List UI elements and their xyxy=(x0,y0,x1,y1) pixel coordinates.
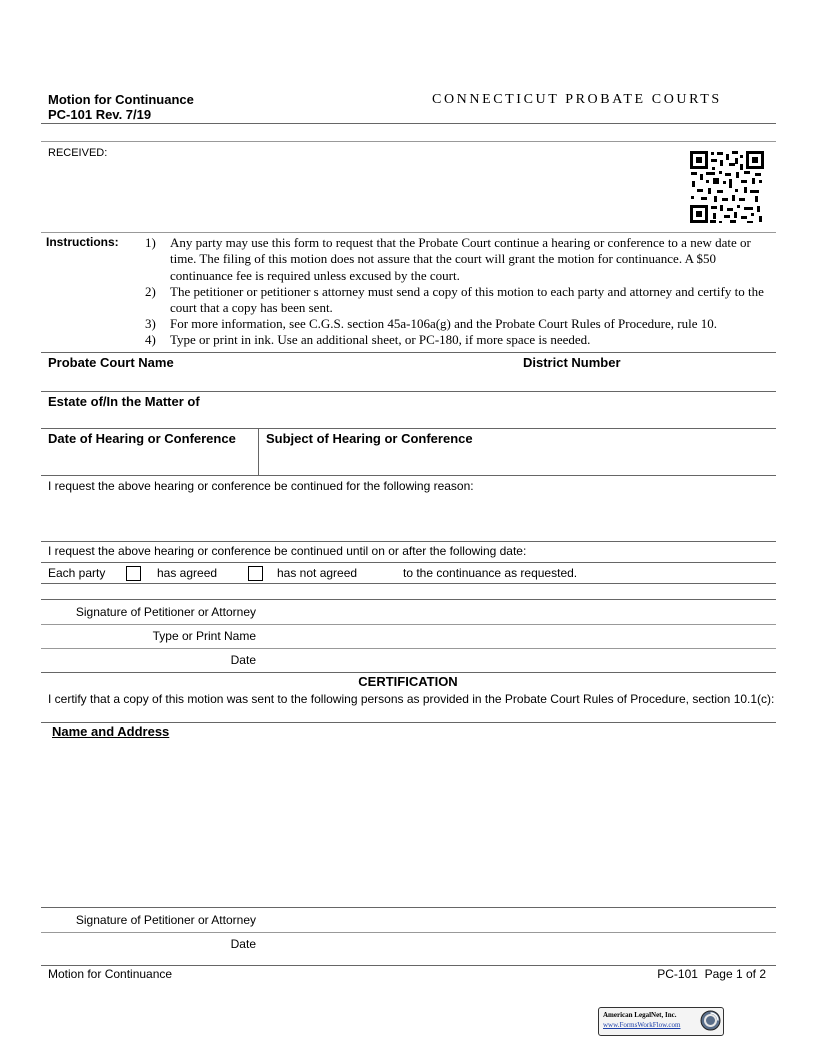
print-name-divider xyxy=(41,648,776,649)
signature-divider-2 xyxy=(41,932,776,933)
date-of-hearing-field[interactable] xyxy=(48,450,253,472)
request-date-label: I request the above hearing or conference be continued until on or after the following date: xyxy=(48,544,527,558)
date-divider xyxy=(41,672,776,673)
date-subject-divider xyxy=(258,428,259,475)
date-field[interactable] xyxy=(264,650,769,670)
instruction-number: 2) xyxy=(145,284,156,299)
court-name: CONNECTICUT PROBATE COURTS xyxy=(432,92,722,107)
subject-of-hearing-field[interactable] xyxy=(266,450,771,472)
probate-court-name-label: Probate Court Name xyxy=(48,355,174,370)
header-divider xyxy=(41,123,776,124)
district-number-label: District Number xyxy=(523,355,621,370)
instruction-number: 1) xyxy=(145,235,156,250)
instruction-text: The petitioner or petitioner s attorney must send a copy of this motion to each party and attorney and certify to the court that a copy has been sent. xyxy=(170,284,764,316)
district-number-field[interactable] xyxy=(523,372,773,390)
qr-code-graphic xyxy=(689,150,765,224)
globe-icon xyxy=(700,1010,721,1031)
qr-code xyxy=(689,150,765,224)
print-name-label: Type or Print Name xyxy=(152,629,256,643)
form-title: Motion for Continuance xyxy=(48,92,194,107)
date-label: Date xyxy=(230,653,256,667)
certification-text: I certify that a copy of this motion was sent to the following persons as provided in the Probate Court Rules of Procedure, section 10.1(c): xyxy=(48,692,775,706)
received-bottom-divider xyxy=(41,232,776,233)
instruction-text: Type or print in ink. Use an additional sheet, or PC-180, if more space is needed. xyxy=(170,332,591,347)
signature-top-divider xyxy=(41,599,776,600)
signature-field-2[interactable] xyxy=(264,910,769,930)
has-not-agreed-checkbox[interactable] xyxy=(248,566,263,581)
probate-court-name-field[interactable] xyxy=(48,372,508,390)
instruction-number: 4) xyxy=(145,332,156,347)
request-date-divider xyxy=(41,562,776,563)
signature-field[interactable] xyxy=(264,602,769,622)
badge-company: American LegalNet, Inc. xyxy=(603,1011,677,1019)
agreement-suffix: to the continuance as requested. xyxy=(403,566,578,580)
agreement-divider xyxy=(41,583,776,584)
legalnet-badge[interactable] xyxy=(598,1007,724,1036)
instruction-number: 3) xyxy=(145,316,156,331)
date-of-hearing-label: Date of Hearing or Conference xyxy=(48,431,236,446)
certification-title: CERTIFICATION xyxy=(358,674,458,689)
request-reason-field[interactable] xyxy=(48,496,768,538)
date-label-2: Date xyxy=(230,937,256,951)
request-reason-label: I request the above hearing or conference be continued for the following reason: xyxy=(48,479,474,493)
has-not-agreed-label: has not agreed xyxy=(277,566,358,580)
footer-form-title: Motion for Continuance xyxy=(48,967,173,981)
badge-url: www.FormsWorkFlow.com xyxy=(603,1021,681,1029)
footer-divider xyxy=(41,965,776,966)
signature-label: Signature of Petitioner or Attorney xyxy=(75,605,256,619)
date-field-2[interactable] xyxy=(264,934,769,954)
court-divider xyxy=(41,391,776,392)
received-label: RECEIVED: xyxy=(48,147,108,159)
certification-divider xyxy=(41,722,776,723)
instruction-text: Any party may use this form to request that the Probate Court continue a hearing or conference to a new date or time. The filing of this motion does not assure that the court will grant the motion for continuance. A $50 continuance fee is required unless excused by the court. xyxy=(170,235,751,283)
estate-of-label: Estate of/In the Matter of xyxy=(48,394,200,409)
each-party-label: Each party xyxy=(48,566,106,580)
instructions-label: Instructions: xyxy=(46,235,119,249)
name-address-field[interactable] xyxy=(48,744,768,902)
has-agreed-label: has agreed xyxy=(157,566,218,580)
estate-divider xyxy=(41,428,776,429)
signature-label-2: Signature of Petitioner or Attorney xyxy=(75,913,256,927)
estate-of-field[interactable] xyxy=(48,411,768,427)
hearing-divider xyxy=(41,475,776,476)
instruction-text: For more information, see C.G.S. section 45a-106a(g) and the Probate Court Rules of Procedure, rule 10. xyxy=(170,316,717,331)
name-address-divider xyxy=(41,907,776,908)
subject-of-hearing-label: Subject of Hearing or Conference xyxy=(266,431,473,446)
has-agreed-checkbox[interactable] xyxy=(126,566,141,581)
reason-divider xyxy=(41,541,776,542)
footer-page-number: PC-101 Page 1 of 2 xyxy=(657,967,766,981)
instructions-divider xyxy=(41,352,776,353)
form-number: PC-101 Rev. 7/19 xyxy=(48,107,152,122)
name-address-label: Name and Address xyxy=(52,724,170,739)
received-top-divider xyxy=(41,141,776,142)
print-name-field[interactable] xyxy=(264,626,769,646)
signature-divider xyxy=(41,624,776,625)
